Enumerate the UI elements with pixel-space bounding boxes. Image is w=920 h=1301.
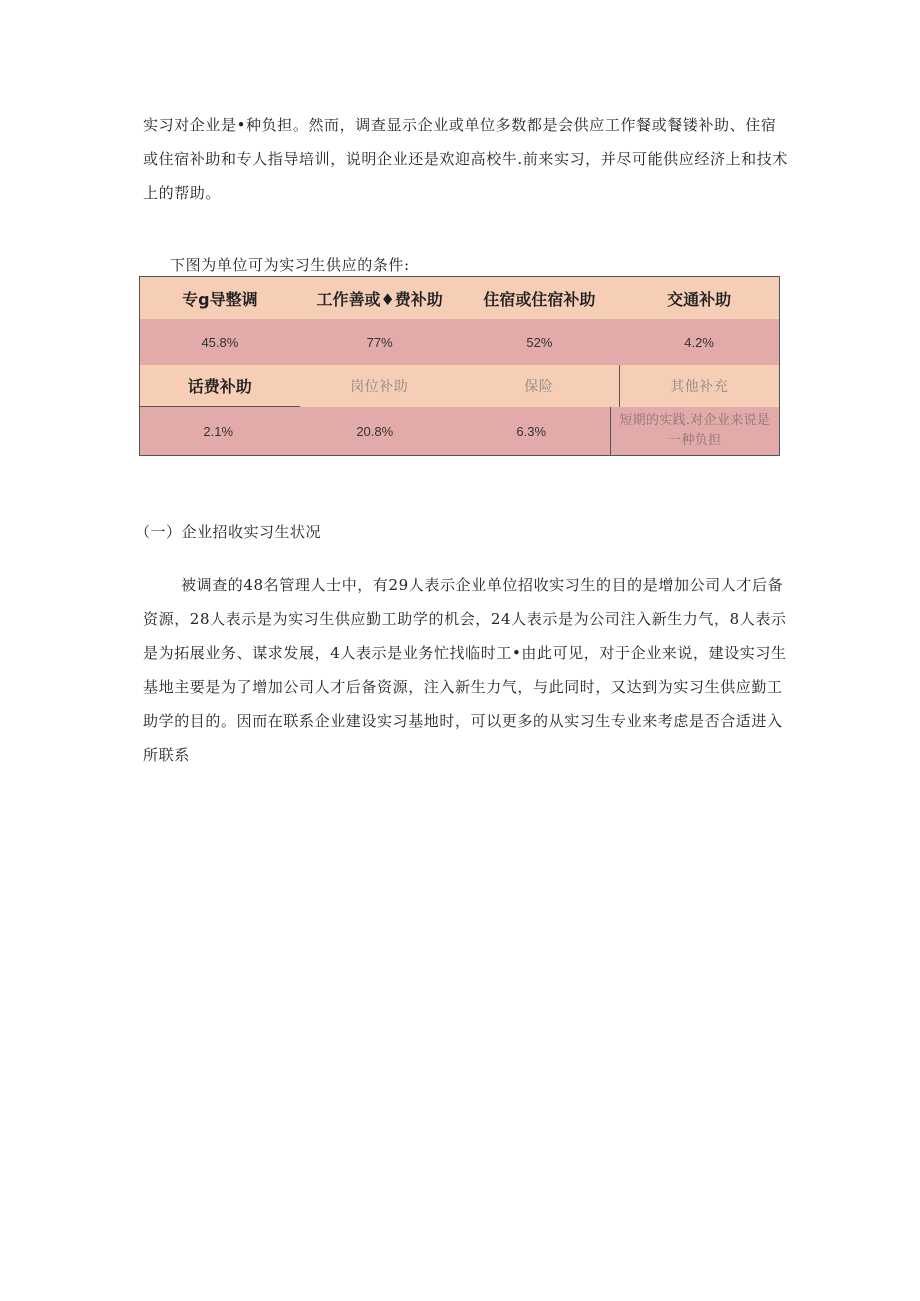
section-heading: （一）企业招收实习生状况 bbox=[135, 523, 322, 541]
table-cell: 45.8% bbox=[201, 334, 239, 350]
table-value-row bbox=[140, 407, 779, 455]
intro-paragraph: 实习对企业是•种负担。然而，调查显示企业或单位多数都是会供应工作餐或餐镂补助、住宿或住宿补助和专人指导培训，说明企业还是欢迎高校牛.前来实习，并尽可能供应经济上和技术上的帮助。 bbox=[143, 116, 788, 202]
table-cell: 保险 bbox=[524, 379, 554, 395]
body-paragraph: 被调查的48名管理人士中，有29人表示企业单位招收实习生的目的是增加公司人才后备资源，28人表示是为实习生供应勤工助学的机会，24人表示是为公司注入新生力气，8人表示是为拓展业务、谋求发展，4人表示是业务忙找临时工•由此可见，对于企业来说，建设实习生基地主要是为了增加公司人才后备资源，注入新生力气，与此同时，又达到为实习生供应勤工助学的目的。因而在联系企业建设实习基地时，可以更多的从实习生专业来考虑是否合适进入所联系 bbox=[143, 576, 787, 764]
table-caption: 下图为单位可为实习生供应的条件: bbox=[170, 256, 410, 274]
table-cell: 住宿或住宿补助 bbox=[483, 289, 596, 309]
table-cell: 52% bbox=[526, 334, 553, 350]
table-cell: 其他补充 bbox=[619, 365, 780, 407]
table-header-row bbox=[140, 277, 779, 319]
table-cell: 工作善或♦费补助 bbox=[316, 289, 443, 309]
table-header-row bbox=[140, 365, 779, 407]
conditions-table bbox=[139, 276, 780, 456]
table-cell: 77% bbox=[366, 334, 393, 350]
table-cell: 岗位补助 bbox=[350, 379, 409, 395]
table-cell: 4.2% bbox=[684, 334, 714, 350]
table-value-row bbox=[140, 319, 779, 365]
table-cell: 话费补助 bbox=[140, 365, 300, 407]
table-cell: 交通补助 bbox=[667, 289, 732, 309]
table-cell: 短期的实践.对企业来说是一种负担 bbox=[610, 407, 780, 455]
table-cell: 6.3% bbox=[516, 423, 547, 439]
table-cell: 专g导整调 bbox=[182, 289, 258, 309]
table-cell: 2.1% bbox=[203, 423, 234, 439]
table-cell: 20.8% bbox=[356, 423, 394, 439]
